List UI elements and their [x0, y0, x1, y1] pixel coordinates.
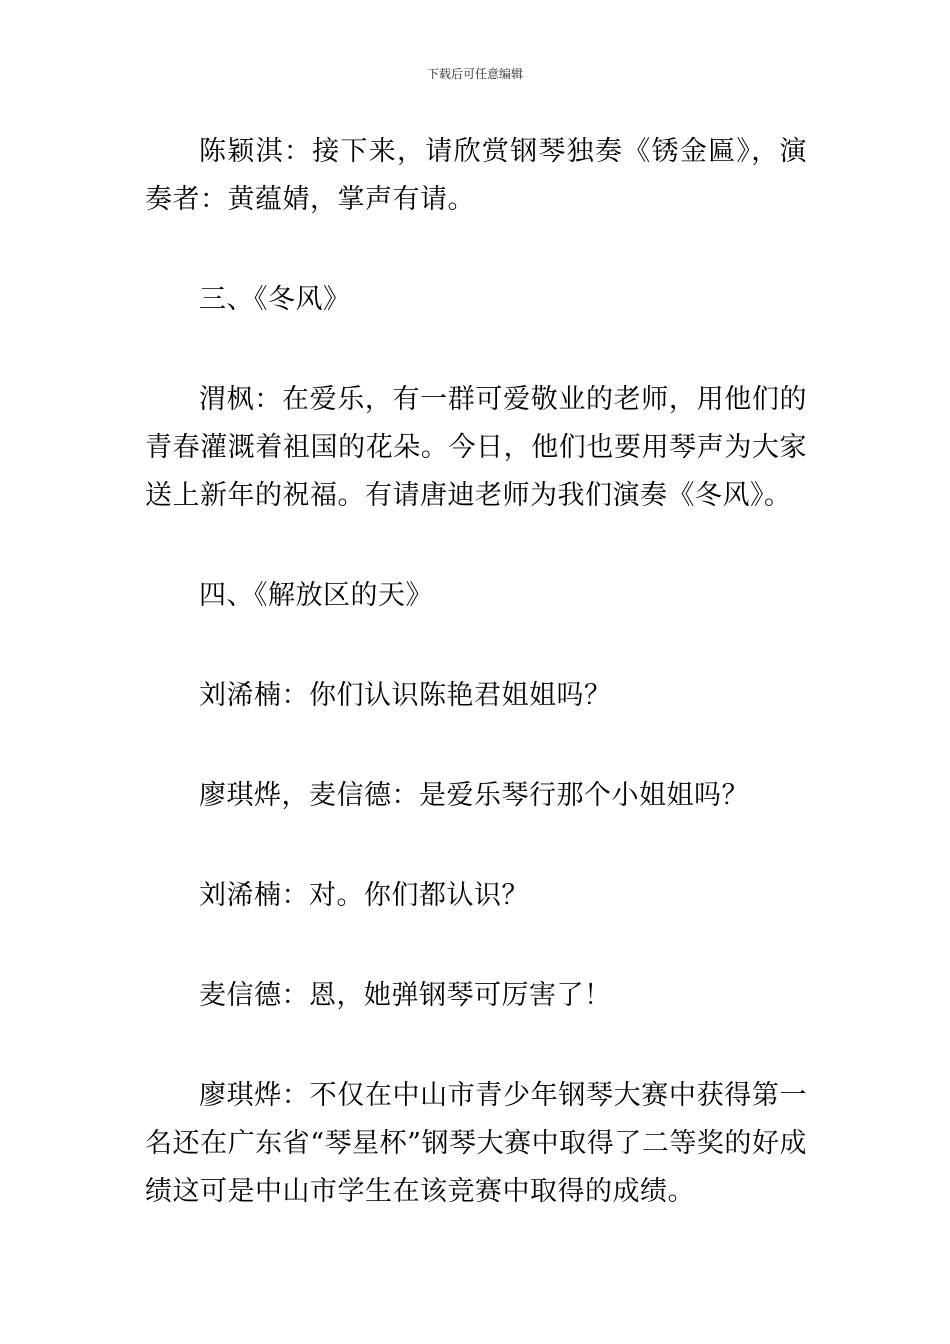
page-header: 下载后可任意编辑	[426, 67, 523, 81]
section-heading-4: 四、《解放区的天》	[199, 580, 433, 611]
dialogue-line-3: 刘浠楠：对。你们都认识？	[199, 880, 529, 911]
dialogue-line-5: 廖琪烨：不仅在中山市青少年钢琴大赛中获得第一名还在广东省“琴星杯”钢琴大赛中取得了二等奖的好成绩这可是中山市学生在该竞赛中取得的成绩。	[145, 1080, 807, 1207]
paragraph-teacher-intro: 渭枫：在爱乐，有一群可爱敬业的老师，用他们的青春灌溉着祖国的花朵。今日，他们也要用琴声为大家送上新年的祝福。有请唐迪老师为我们演奏《冬风》。	[145, 384, 807, 511]
section-heading-3: 三、《冬风》	[199, 284, 351, 315]
dialogue-line-1: 刘浠楠：你们认识陈艳君姐姐吗？	[199, 680, 612, 711]
document-body	[145, 128, 807, 1216]
dialogue-line-4: 麦信德：恩，她弹钢琴可厉害了！	[199, 980, 612, 1011]
paragraph-performance-intro: 陈颖淇：接下来，请欣赏钢琴独奏《锈金匾》，演奏者：黄蕴婧，掌声有请。	[145, 136, 807, 215]
dialogue-line-2: 廖琪烨，麦信德：是爱乐琴行那个小姐姐吗？	[199, 780, 749, 811]
